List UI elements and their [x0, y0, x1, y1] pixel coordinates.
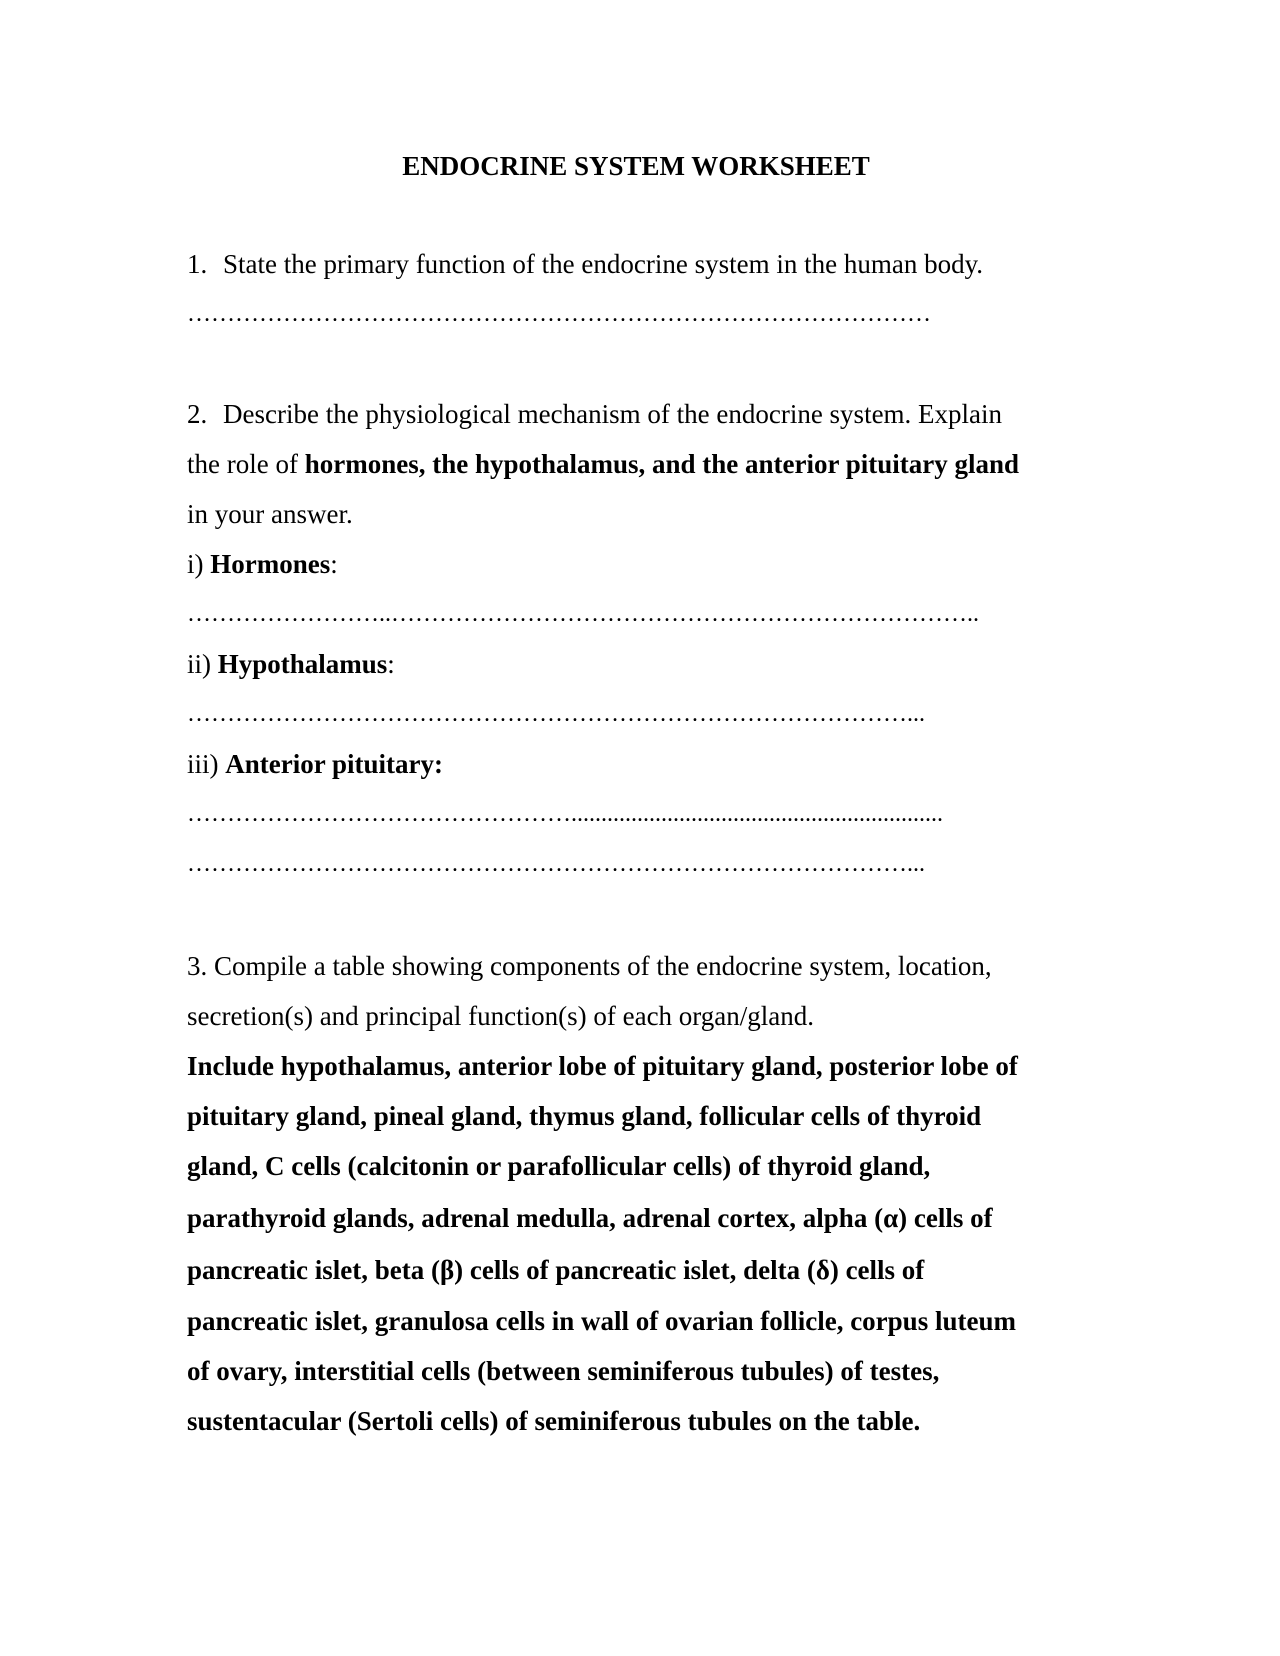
- question-3-bold-line: pancreatic islet, granulosa cells in wall of ovarian follicle, corpus luteum: [187, 1306, 1016, 1336]
- part-ii-answer-line[interactable]: ………………………………………………………………………………...: [187, 701, 925, 727]
- part-i-label: Hormones: [210, 549, 331, 579]
- question-2-text-2-pre: the role of: [187, 449, 305, 479]
- question-3-bold-line: parathyroid glands, adrenal medulla, adrenal cortex, alpha (α) cells of: [187, 1203, 993, 1233]
- part-i-suffix: :: [330, 549, 338, 579]
- question-3-bold-line: Include hypothalamus, anterior lobe of pituitary gland, posterior lobe of: [187, 1051, 1018, 1081]
- question-3-bold-line: pituitary gland, pineal gland, thymus gland, follicular cells of thyroid: [187, 1101, 982, 1131]
- question-2-text-2-bold: hormones, the hypothalamus, and the anterior pituitary gland: [304, 449, 1020, 479]
- part-ii-label: Hypothalamus: [217, 649, 388, 679]
- question-2-line-2: [187, 448, 1019, 480]
- question-1: [187, 248, 983, 280]
- part-i-answer-line[interactable]: ……………………..………………………………………………………………..: [187, 601, 979, 627]
- question-2-part-i: [187, 548, 338, 580]
- question-1-number: 1.: [187, 249, 208, 279]
- question-2-text-1: Describe the physiological mechanism of the endocrine system. Explain: [223, 399, 1003, 429]
- question-2-part-iii: [187, 748, 443, 780]
- part-iii-label: Anterior pituitary:: [225, 749, 443, 779]
- question-2-part-ii: [187, 648, 395, 680]
- part-iii-answer-line-1[interactable]: …………………………………………..............................................................: [187, 801, 943, 827]
- part-iii-answer-line-2[interactable]: ………………………………………………………………………………...: [187, 851, 925, 877]
- question-2-line-1: [187, 398, 1002, 430]
- question-3-bold-line: pancreatic islet, beta (β) cells of pancreatic islet, delta (δ) cells of: [187, 1255, 925, 1285]
- question-3-bold-line: gland, C cells (calcitonin or parafollicular cells) of thyroid gland,: [187, 1151, 931, 1181]
- question-3-line-1: 3. Compile a table showing components of the endocrine system, location,: [187, 951, 992, 981]
- part-iii-prefix: iii): [187, 749, 226, 779]
- question-2-number: 2.: [187, 399, 208, 429]
- question-2-line-3: in your answer.: [187, 499, 353, 529]
- part-ii-prefix: ii): [187, 649, 218, 679]
- question-3-line-2: secretion(s) and principal function(s) of each organ/gland.: [187, 1001, 815, 1031]
- part-i-prefix: i): [187, 549, 211, 579]
- page-title: ENDOCRINE SYSTEM WORKSHEET: [402, 151, 870, 181]
- question-1-text: State the primary function of the endocrine system in the human body.: [223, 249, 984, 279]
- question-3-bold-line: of ovary, interstitial cells (between seminiferous tubules) of testes,: [187, 1356, 940, 1386]
- question-1-answer-line[interactable]: …………………………………………………………………………………: [187, 301, 931, 327]
- part-ii-suffix: :: [387, 649, 395, 679]
- question-3-bold-line: sustentacular (Sertoli cells) of seminiferous tubules on the table.: [187, 1406, 921, 1436]
